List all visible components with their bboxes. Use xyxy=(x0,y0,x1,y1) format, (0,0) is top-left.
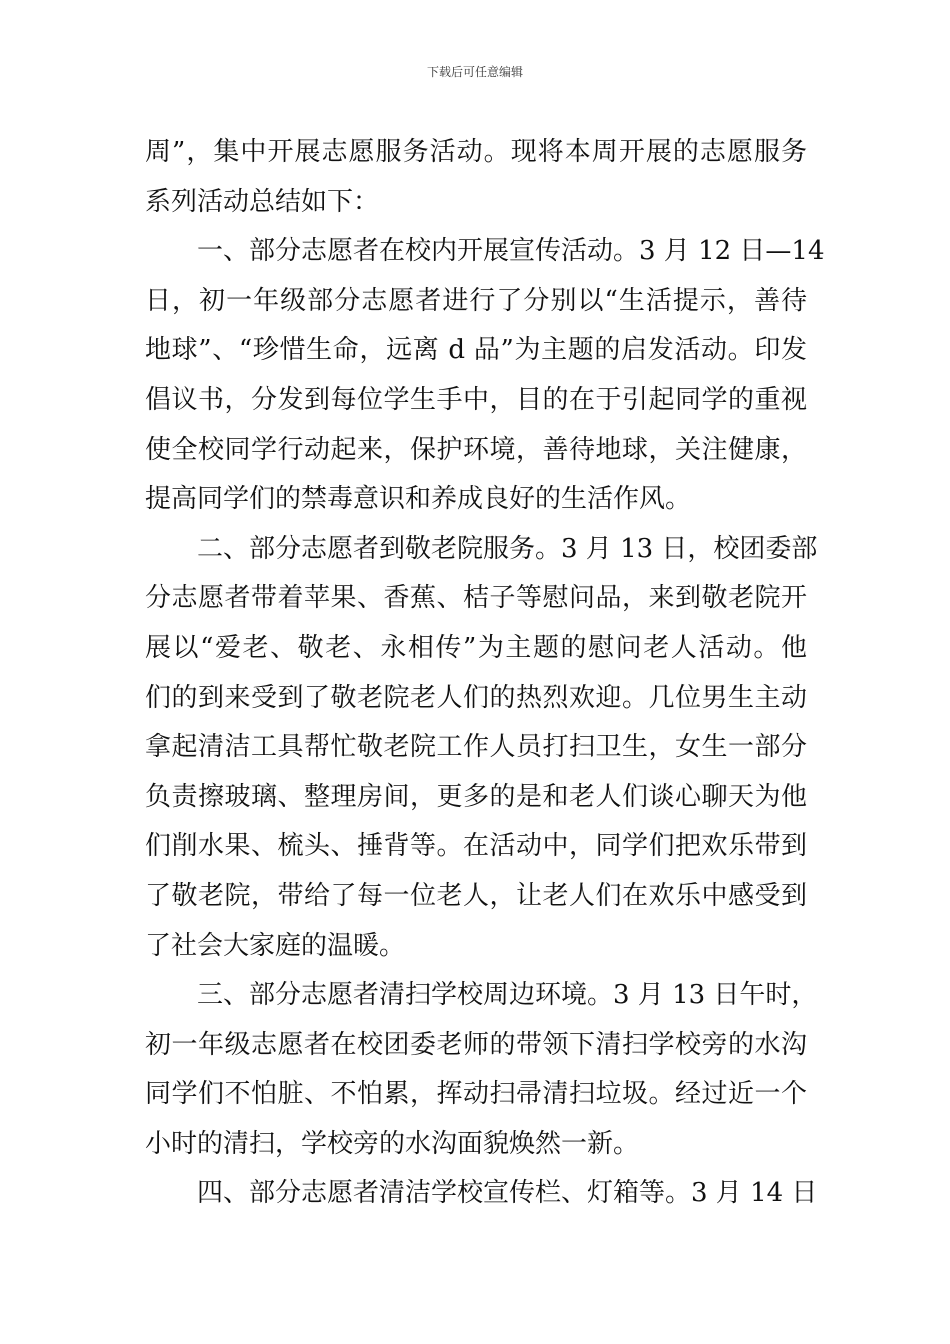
document-body xyxy=(145,128,825,1219)
text-line: 初一年级志愿者在校团委老师的带领下清扫学校旁的水沟 xyxy=(145,1029,807,1060)
text-line: 小时的清扫，学校旁的水沟面貌焕然一新。 xyxy=(145,1128,640,1159)
text-line: 展以“爱老、敬老、永相传”为主题的慰问老人活动。他 xyxy=(145,632,807,663)
text-line: 拿起清洁工具帮忙敬老院工作人员打扫卫生，女生一部分 xyxy=(145,732,807,763)
text-line: 地球”、“珍惜生命，远离 d 品”为主题的启发活动。印发 xyxy=(145,335,807,366)
page-header: 下载后可任意编辑 xyxy=(426,65,523,79)
text-line: 提高同学们的禁毒意识和养成良好的生活作风。 xyxy=(145,484,692,515)
text-line: 周”，集中开展志愿服务活动。现将本周开展的志愿服务 xyxy=(145,137,807,167)
text-line: 日，初一年级部分志愿者进行了分别以“生活提示，善待 xyxy=(145,285,807,316)
text-line: 们的到来受到了敬老院老人们的热烈欢迎。几位男生主动 xyxy=(145,682,807,713)
text-line: 三、部分志愿者清扫学校周边环境。3 月 13 日午时， xyxy=(197,980,818,1011)
text-line: 负责擦玻璃、整理房间，更多的是和老人们谈心聊天为他 xyxy=(145,781,807,812)
text-line: 们削水果、梳头、捶背等。在活动中，同学们把欢乐带到 xyxy=(145,831,807,862)
text-line: 系列活动总结如下： xyxy=(145,186,380,217)
text-line: 使全校同学行动起来，保护环境，善待地球，关注健康， xyxy=(145,434,807,465)
text-line: 了敬老院，带给了每一位老人，让老人们在欢乐中感受到 xyxy=(145,880,807,911)
text-line: 了社会大家庭的温暖。 xyxy=(145,930,406,961)
text-line: 同学们不怕脏、不怕累，挥动扫帚清扫垃圾。经过近一个 xyxy=(145,1079,807,1110)
text-line: 二、部分志愿者到敬老院服务。3 月 13 日，校团委部 xyxy=(197,533,818,564)
text-line: 四、部分志愿者清洁学校宣传栏、灯箱等。3 月 14 日 xyxy=(197,1178,818,1209)
text-line: 分志愿者带着苹果、香蕉、桔子等慰问品，来到敬老院开 xyxy=(145,583,807,614)
text-line: 倡议书，分发到每位学生手中，目的在于引起同学的重视 xyxy=(145,384,807,415)
text-line: 一、部分志愿者在校内开展宣传活动。3 月 12 日—14 xyxy=(197,236,825,267)
